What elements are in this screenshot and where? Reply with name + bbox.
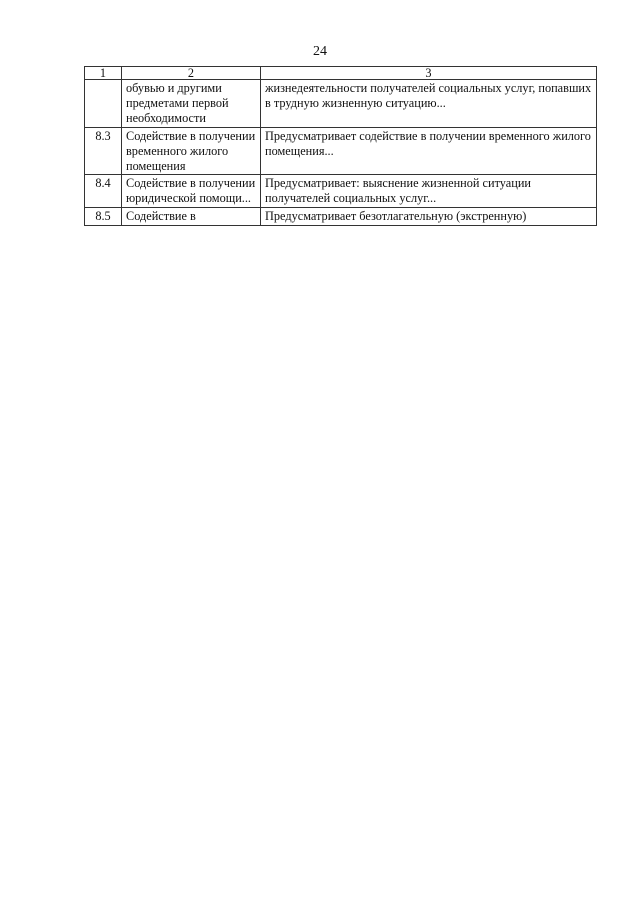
table-row	[85, 175, 597, 208]
row-description: Предусматривает безотлагательную (экстренную)	[261, 208, 597, 226]
services-table	[84, 66, 597, 226]
row-number	[85, 80, 122, 128]
row-title: Содействие в получении юридической помощи...	[122, 175, 261, 208]
row-number: 8.4	[85, 175, 122, 208]
table-row	[85, 208, 597, 226]
column-header: 3	[261, 67, 597, 80]
row-title: Содействие в получении временного жилого помещения	[122, 127, 261, 175]
table-row	[85, 80, 597, 128]
row-number: 8.3	[85, 127, 122, 175]
row-title: Содействие в	[122, 208, 261, 226]
table-header-row	[85, 67, 597, 80]
row-description: Предусматривает содействие в получении временного жилого помещения...	[261, 127, 597, 175]
column-header: 1	[85, 67, 122, 80]
column-header: 2	[122, 67, 261, 80]
row-number: 8.5	[85, 208, 122, 226]
table-row	[85, 127, 597, 175]
row-description: жизнедеятельности получателей социальных услуг, попавших в трудную жизненную ситуацию...	[261, 80, 597, 128]
row-title: обувью и другими предметами первой необходимости	[122, 80, 261, 128]
page-number: 24	[313, 44, 327, 59]
row-description: Предусматривает: выяснение жизненной ситуации получателей социальных услуг...	[261, 175, 597, 208]
